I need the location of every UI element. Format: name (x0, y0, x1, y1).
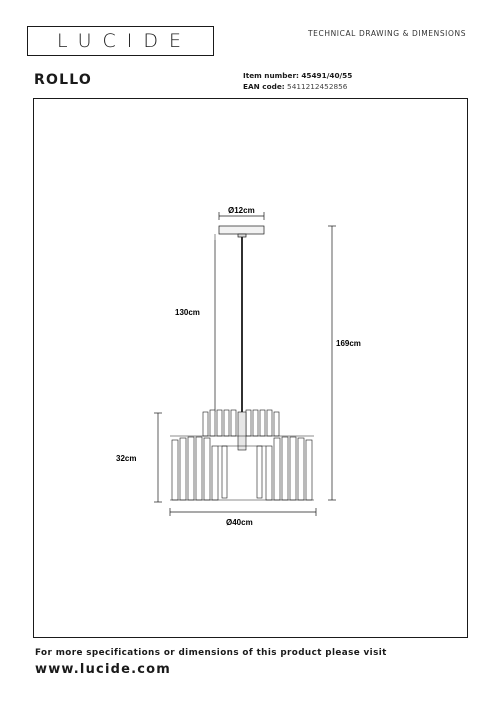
product-name: ROLLO (34, 72, 92, 88)
item-number-value: 45491/40/55 (301, 71, 353, 80)
total-height-dimension-line (328, 226, 336, 500)
website-link[interactable]: www.lucide.com (35, 662, 172, 677)
total-height-label: 169cm (336, 339, 361, 348)
canopy (219, 226, 264, 234)
ean-code-label: EAN code: (243, 82, 285, 91)
ean-code-value: 5411212452856 (287, 82, 348, 91)
logo-text: LUCIDE (56, 30, 193, 52)
shade-height-dimension-line (154, 413, 162, 502)
document-type: TECHNICAL DRAWING & DIMENSIONS (308, 29, 467, 38)
shade-height-label: 32cm (116, 454, 137, 463)
canopy-diameter-label: Ø12cm (228, 206, 255, 215)
shade-width-dimension-line (170, 508, 316, 516)
cable-length-label: 130cm (175, 308, 200, 317)
footer-note: For more specifications or dimensions of this product please visit (35, 648, 387, 658)
lamp-shade (172, 410, 312, 500)
shade-diameter-label: Ø40cm (226, 518, 253, 527)
item-number-label: Item number: (243, 71, 299, 80)
